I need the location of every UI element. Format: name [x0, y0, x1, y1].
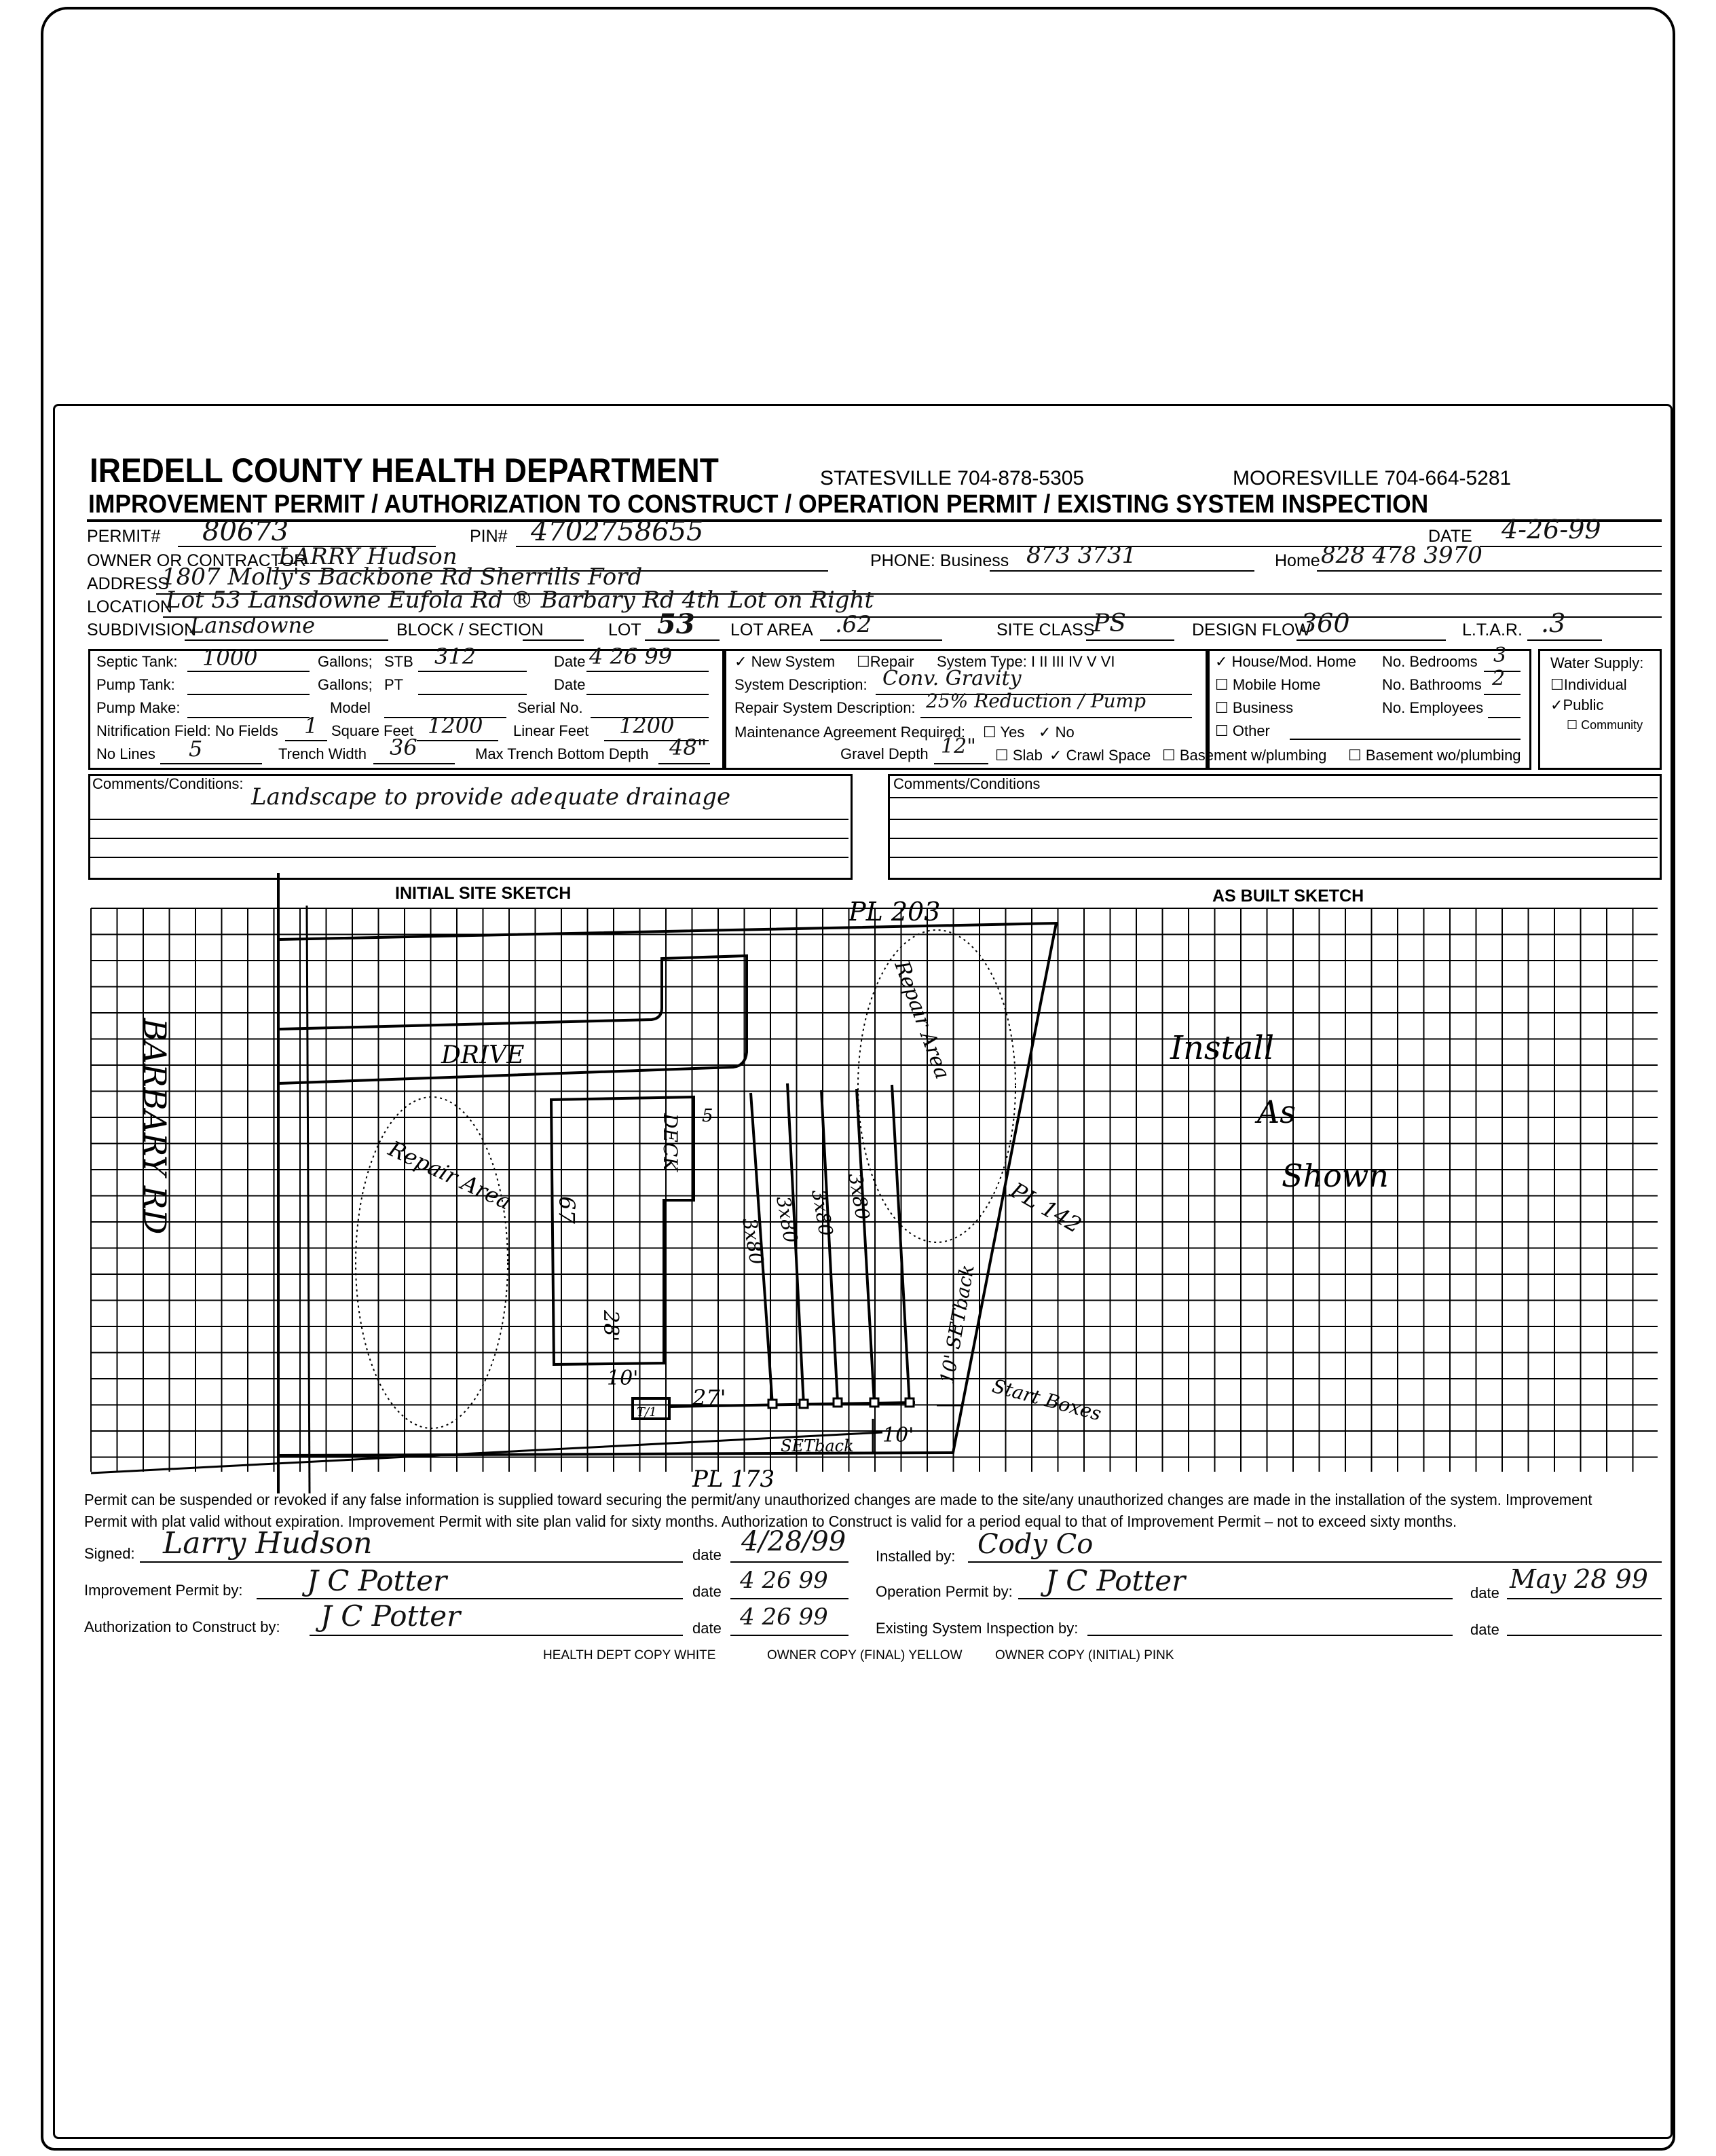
permit-label: PERMIT#	[87, 527, 161, 546]
new-system-label: New System	[751, 653, 836, 670]
copy-pink-label: OWNER COPY (INITIAL) PINK	[995, 1648, 1174, 1662]
trench-label-4: 3x80	[844, 1171, 874, 1222]
gravel-depth-label: Gravel Depth	[840, 745, 929, 762]
authorization-signature: J C Potter	[320, 1599, 461, 1633]
site-class-label: SITE CLASS	[996, 620, 1095, 639]
phone-business-label: PHONE: Business	[870, 551, 1009, 570]
lot-area-label: LOT AREA	[730, 620, 813, 639]
dim-5: 5	[702, 1106, 713, 1126]
bathrooms-value: 2	[1492, 667, 1506, 690]
slab-label: Slab	[1012, 747, 1043, 764]
comments-left-value: Landscape to provide adequate drainage	[251, 783, 731, 811]
square-feet-value: 1200	[428, 713, 483, 739]
crawl-space-label: Crawl Space	[1066, 747, 1151, 764]
trench-label-2: 3x80	[772, 1194, 802, 1245]
house-check: ✓	[1215, 654, 1228, 671]
phone-business: 873 3731	[1026, 542, 1137, 569]
comments-right-label: Comments/Conditions	[893, 775, 1041, 792]
repair-description-value: 25% Reduction / Pump	[926, 690, 1146, 712]
dim-10b: 10'	[882, 1424, 914, 1447]
basement-w-checkbox: ☐	[1162, 747, 1176, 764]
site-class-value: PS	[1093, 610, 1126, 637]
operation-permit-label: Operation Permit by:	[876, 1583, 1013, 1600]
stb-label: STB	[384, 653, 413, 670]
repair-description-label: Repair System Description:	[734, 699, 916, 716]
repair-area-right-label: Repair Area	[889, 957, 954, 1083]
permit-date: 4-26-99	[1502, 515, 1601, 544]
permit-number: 80673	[202, 516, 289, 547]
slab-checkbox: ☐	[995, 747, 1009, 764]
no-lines-value: 5	[189, 736, 203, 762]
bedrooms-label: No. Bedrooms	[1382, 653, 1478, 670]
business-label: Business	[1232, 699, 1294, 716]
department-title: IREDELL COUNTY HEALTH DEPARTMENT	[90, 451, 719, 489]
dim-67: 67	[554, 1196, 580, 1224]
serial-label: Serial No.	[517, 699, 583, 716]
install-line-3: Shown	[1282, 1157, 1389, 1194]
community-checkbox: ☐	[1567, 718, 1578, 732]
design-flow-value: 360	[1301, 608, 1350, 638]
existing-date-label: date	[1470, 1621, 1499, 1638]
no-lines-label: No Lines	[96, 745, 155, 762]
public-check: ✓	[1550, 697, 1563, 714]
system-type-label: System Type: I II III IV V VI	[937, 653, 1115, 670]
improvement-date-label: date	[692, 1583, 722, 1600]
model-label: Model	[330, 699, 371, 716]
installer-signature: Cody Co	[977, 1529, 1094, 1560]
date-label: DATE	[1428, 527, 1472, 546]
subdivision-label: SUBDIVISION	[87, 620, 197, 639]
comments-left-label: Comments/Conditions:	[92, 775, 244, 792]
authorization-date-label: date	[692, 1620, 722, 1637]
disclaimer-line-1: Permit can be suspended or revoked if any false information is supplied toward securing the permit/any unauthorized changes are made to the site/any unauthorized changes are made in the installation of the system. Improvement	[84, 1491, 1592, 1508]
owner-name: LARRY Hudson	[278, 543, 458, 570]
bathrooms-label: No. Bathrooms	[1382, 676, 1482, 693]
gallons-label-1: Gallons;	[318, 653, 373, 670]
owner-label: OWNER OR CONTRACTOR	[87, 551, 307, 570]
pump-make-label: Pump Make:	[96, 699, 181, 716]
individual-checkbox: ☐	[1550, 677, 1564, 694]
improvement-permit-signature: J C Potter	[307, 1564, 447, 1597]
pl-top-label: PL 203	[848, 897, 941, 927]
statesville-phone: STATESVILLE 704-878-5305	[820, 467, 1085, 489]
system-description-label: System Description:	[734, 676, 868, 693]
subdivision-value: Lansdowne	[190, 612, 316, 638]
pump-tank-label: Pump Tank:	[96, 676, 175, 693]
employees-label: No. Employees	[1382, 699, 1484, 716]
installed-by-label: Installed by:	[876, 1548, 956, 1565]
ltar-label: L.T.A.R.	[1462, 620, 1523, 639]
trench-label-3: 3x80	[807, 1187, 838, 1238]
max-depth-label: Max Trench Bottom Depth	[475, 745, 649, 762]
deck-label: DECK	[659, 1113, 682, 1172]
maintenance-label: Maintenance Agreement Required:	[734, 724, 965, 741]
dim-28: 28'	[599, 1310, 622, 1342]
maintenance-yes-checkbox: ☐	[983, 724, 996, 741]
repair-area-left-label: Repair Area	[384, 1135, 516, 1215]
dim-10a: 10'	[607, 1367, 639, 1390]
pin-label: PIN#	[470, 527, 508, 546]
tank-date-label: Date	[554, 653, 586, 670]
basement-wo-checkbox: ☐	[1348, 747, 1362, 764]
address-label: ADDRESS	[87, 574, 169, 593]
trench-line-2	[787, 1083, 804, 1405]
operation-date-label: date	[1470, 1584, 1499, 1601]
no-fields-value: 1	[304, 713, 318, 739]
nitrification-label: Nitrification Field: No Fields	[96, 722, 278, 739]
lot-label: LOT	[608, 620, 641, 639]
address-value: 1807 Molly's Backbone Rd Sherrills Ford	[162, 563, 643, 591]
signed-date: 4/28/99	[741, 1526, 846, 1557]
operation-permit-signature: J C Potter	[1045, 1564, 1186, 1597]
trench-label-1: 3x80	[738, 1216, 768, 1267]
ltar-value: .3	[1541, 608, 1566, 638]
copy-yellow-label: OWNER COPY (FINAL) YELLOW	[767, 1648, 963, 1662]
start-boxes-label: Start Boxes	[990, 1374, 1104, 1426]
basement-w-label: Basement w/plumbing	[1179, 747, 1327, 764]
install-line-1: Install	[1170, 1029, 1275, 1067]
owner-signature: Larry Hudson	[163, 1526, 373, 1561]
house-label: House/Mod. Home	[1231, 653, 1356, 670]
septic-label: Septic Tank:	[96, 653, 178, 670]
operation-date: May 28 99	[1510, 1564, 1648, 1594]
repair-checkbox: ☐	[857, 654, 870, 671]
authorization-label: Authorization to Construct by:	[84, 1618, 280, 1635]
copy-white-label: HEALTH DEPT COPY WHITE	[543, 1648, 716, 1662]
crawl-space-check: ✓	[1049, 747, 1062, 764]
disclaimer-line-2: Permit with plat valid without expiration. Improvement Permit with site plan valid for sixty months. Authorization to Construct is valid for a period equal to that of Improvement Permit – not to exceed sixty months.	[84, 1512, 1457, 1530]
setback-right-label: 10' SETback	[935, 1263, 979, 1386]
maintenance-no-label: No	[1055, 724, 1075, 741]
gallons-label-2: Gallons;	[318, 676, 373, 693]
pl-right-label: PL 142	[1006, 1177, 1086, 1238]
maintenance-no-check: ✓	[1039, 724, 1051, 741]
mobile-home-checkbox: ☐	[1215, 677, 1229, 694]
pl-bottom-label: PL 173	[692, 1466, 775, 1493]
gravel-depth-value: 12"	[941, 735, 976, 758]
drive-label: DRIVE	[441, 1041, 525, 1069]
mobile-home-label: Mobile Home	[1232, 676, 1321, 693]
individual-label: Individual	[1563, 676, 1627, 693]
mooresville-phone: MOORESVILLE 704-664-5281	[1233, 467, 1512, 489]
repair-label: Repair	[870, 653, 914, 670]
new-system-check: ✓	[734, 654, 747, 671]
community-label: Community	[1581, 718, 1643, 732]
install-line-2: As	[1257, 1094, 1296, 1130]
location-label: LOCATION	[87, 597, 172, 616]
business-checkbox: ☐	[1215, 700, 1229, 717]
linear-feet-label: Linear Feet	[513, 722, 589, 739]
existing-inspection-label: Existing System Inspection by:	[876, 1620, 1079, 1637]
phone-home: 828 478 3970	[1321, 542, 1482, 569]
design-flow-label: DESIGN FLOW	[1192, 620, 1311, 639]
public-label: Public	[1563, 696, 1604, 713]
trench-width-value: 36	[390, 735, 417, 760]
permit-type-title: IMPROVEMENT PERMIT / AUTHORIZATION TO CONSTRUCT / OPERATION PERMIT / EXISTING SYSTEM INSPECTION	[88, 490, 1429, 519]
tank-date-value: 4 26 99	[589, 644, 673, 669]
block-label: BLOCK / SECTION	[396, 620, 544, 639]
linear-feet-value: 1200	[619, 713, 675, 739]
max-depth-value: 48"	[669, 735, 707, 760]
water-supply-label: Water Supply:	[1550, 654, 1644, 671]
home-label: Home	[1275, 551, 1320, 570]
authorization-date: 4 26 99	[740, 1603, 828, 1631]
location-value: Lot 53 Lansdowne Eufola Rd ® Barbary Rd 4th Lot on Right	[166, 587, 874, 614]
pump-date-label: Date	[554, 676, 586, 693]
trench-line-4	[857, 1089, 874, 1404]
pin-number: 4702758655	[531, 516, 704, 547]
street-label: BARBARY RD	[136, 1018, 173, 1235]
improvement-permit-label: Improvement Permit by:	[84, 1582, 243, 1599]
as-built-sketch-label: AS BUILT SKETCH	[1212, 887, 1364, 906]
stb-value: 312	[434, 644, 477, 669]
bedrooms-value: 3	[1493, 644, 1507, 667]
initial-site-sketch-label: INITIAL SITE SKETCH	[395, 884, 572, 903]
trench-line-3	[821, 1090, 838, 1402]
trench-width-label: Trench Width	[278, 745, 367, 762]
septic-value: 1000	[202, 645, 258, 671]
pt-label: PT	[384, 676, 404, 693]
square-feet-label: Square Feet	[331, 722, 414, 739]
other-checkbox: ☐	[1215, 723, 1229, 740]
lot-area-value: .62	[835, 611, 872, 638]
improvement-date: 4 26 99	[740, 1567, 828, 1594]
dim-27: 27'	[692, 1385, 726, 1411]
signed-date-label: date	[692, 1546, 722, 1563]
setback-bottom-label: SETback	[781, 1436, 854, 1455]
tank-label: T/1	[637, 1405, 657, 1419]
signed-label: Signed:	[84, 1545, 135, 1562]
lot-value: 53	[657, 608, 695, 640]
system-description-value: Conv. Gravity	[882, 667, 1022, 690]
basement-wo-label: Basement wo/plumbing	[1365, 747, 1521, 764]
maintenance-yes-label: Yes	[1000, 724, 1025, 741]
other-label: Other	[1232, 722, 1270, 739]
